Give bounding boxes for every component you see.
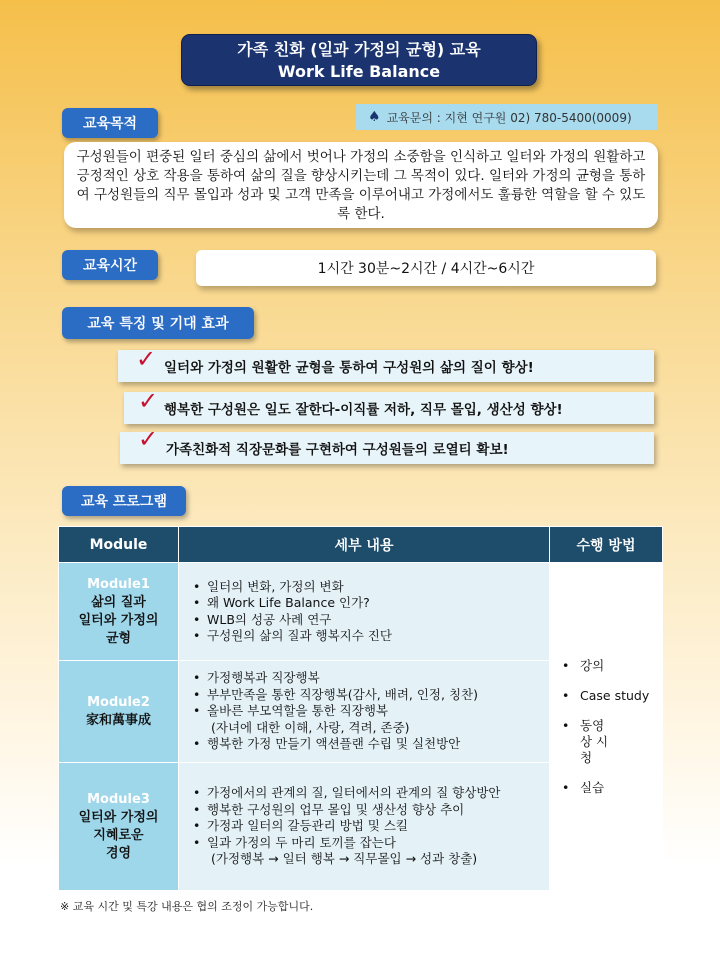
table-row	[59, 563, 663, 661]
list-item: (가정행복 → 일터 행복 → 직무몰입 → 성과 창출)	[211, 851, 478, 867]
feature-text: 행복한 구성원은 일도 잘한다-이직률 저하, 직무 몰입, 생산성 향상!	[164, 402, 563, 418]
time-label: 교육시간	[62, 250, 158, 280]
content-cell	[179, 563, 550, 661]
features-label: 교육 특징 및 기대 효과	[62, 307, 254, 339]
purpose-text: 구성원들이 편중된 일터 중심의 삶에서 벗어나 가정의 소중함을 인식하고 일터와 가정의 원활하고 긍정적인 상호 작용을 통하여 삶의 질을 향상시키는데 그 목적이 있다. 일터와 가정의 균형을 통하여 구성원들의 직무 몰입과 성과 및 고객 만족을 이루어내고 가정에서도 훌륭한 역할을 할 수 있도록 한다.	[64, 142, 658, 228]
module-title-line: 일터와 가정의	[78, 809, 159, 825]
purpose-label: 교육목적	[62, 108, 158, 138]
module-title-line: 경영	[105, 845, 132, 861]
module-cell	[59, 563, 179, 661]
list-item: • 가정에서의 관계의 질, 일터에서의 관계의 질 향상방안	[189, 785, 539, 802]
method-item: • 강의	[562, 658, 662, 674]
list-item: • 가정행복과 직장행복	[189, 670, 539, 687]
module-title-line: 삶의 질과	[91, 594, 146, 610]
spade-icon: ♠	[368, 109, 381, 125]
feature-item	[118, 350, 654, 382]
module-title-line: 지혜로운	[93, 827, 144, 843]
page-title	[181, 34, 537, 86]
module-cell	[59, 661, 179, 763]
list-item: • 올바른 부모역할을 통한 직장행복	[189, 703, 539, 720]
content-cell	[179, 661, 550, 763]
module-title-line: 균형	[105, 630, 132, 646]
method-item: • 동영상 시청	[562, 718, 612, 766]
module-title-line: 家和萬事成	[85, 712, 151, 728]
feature-text: 일터와 가정의 원활한 균형을 통하여 구성원의 삶의 질이 향상!	[164, 360, 534, 376]
checkmark-icon: ✓	[138, 425, 159, 453]
list-item: • 부부만족을 통한 직장행복(감사, 배려, 인정, 칭찬)	[189, 687, 539, 704]
contact-info	[356, 104, 658, 130]
module-name: Module1	[87, 576, 150, 592]
module-name: Module2	[87, 694, 150, 710]
list-item: • 왜 Work Life Balance 인가?	[189, 595, 539, 612]
content-cell	[179, 763, 550, 891]
module-cell	[59, 763, 179, 891]
list-item: • 구성원의 삶의 질과 행복지수 진단	[189, 628, 539, 645]
list-item: • 가정과 일터의 갈등관리 방법 및 스킬	[189, 818, 539, 835]
header-method: 수행 방법	[550, 527, 663, 563]
header-module: Module	[59, 527, 179, 563]
program-label: 교육 프로그램	[62, 486, 186, 516]
module-name: Module3	[87, 791, 150, 807]
module-title-line: 일터와 가정의	[78, 612, 159, 628]
list-item: (자녀에 대한 이해, 사랑, 격려, 존중)	[211, 719, 410, 735]
checkmark-icon: ✓	[138, 387, 159, 415]
method-item: • 실습	[562, 780, 662, 796]
list-item: • 일과 가정의 두 마리 토끼를 잡는다	[189, 835, 539, 852]
list-item: • 행복한 가정 만들기 액션플랜 수립 및 실천방안	[189, 736, 539, 753]
program-table	[58, 526, 663, 891]
footnote: ※ 교육 시간 및 특강 내용은 협의 조정이 가능합니다.	[60, 900, 314, 913]
checkmark-icon: ✓	[136, 345, 157, 373]
list-item: • 행복한 구성원의 업무 몰입 및 생산성 향상 추이	[189, 802, 539, 819]
method-item: • Case study	[562, 688, 662, 704]
method-cell	[550, 563, 663, 891]
contact-text: 교육문의 : 지현 연구원 02) 780-5400(0009)	[386, 110, 632, 125]
list-item: • WLB의 성공 사례 연구	[189, 612, 539, 629]
feature-item	[124, 392, 654, 424]
feature-item	[120, 432, 654, 464]
list-item: • 일터의 변화, 가정의 변화	[189, 579, 539, 596]
header-content: 세부 내용	[179, 527, 550, 563]
feature-text: 가족친화적 직장문화를 구현하여 구성원들의 로열티 확보!	[166, 442, 509, 458]
title-line-english: Work Life Balance	[277, 62, 441, 81]
title-line-korean: 가족 친화 (일과 가정의 균형) 교육	[237, 40, 481, 59]
time-text: 1시간 30분~2시간 / 4시간~6시간	[196, 250, 656, 286]
